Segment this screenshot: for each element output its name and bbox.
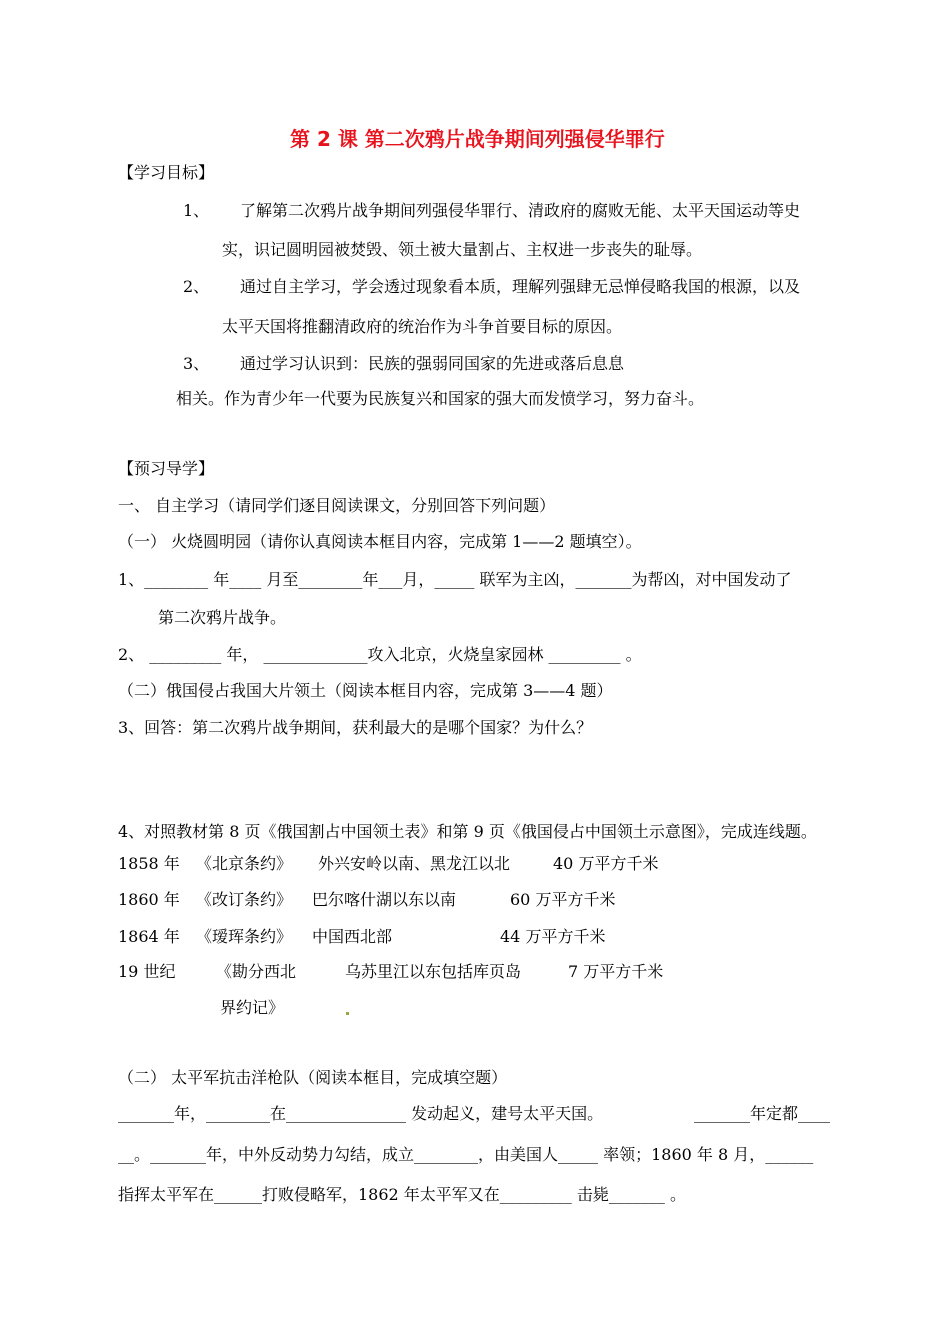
objective-2-line1: 通过自主学习，学会透过现象看本质，理解列强肆无忌惮侵略我国的根源，以及 bbox=[240, 277, 801, 296]
page-title: 第 2 课 第二次鸦片战争期间列强侵华罪行 bbox=[290, 127, 665, 151]
taiping-line1-left: _______年，________在_______________ 发动起义，建号太平天国。 bbox=[118, 1104, 604, 1123]
objective-1-line1: 了解第二次鸦片战争期间列强侵华罪行、清政府的腐败无能、太平天国运动等史 bbox=[240, 201, 801, 220]
question-4: 4、对照教材第 8 页《俄国割占中国领土表》和第 9 页《俄国侵占中国领土示意图》，完成连线题。 bbox=[118, 822, 817, 841]
match-year: 19 世纪 bbox=[118, 962, 176, 981]
objective-2-num: 2、 bbox=[183, 277, 210, 296]
subsection-russia: （二）俄国侵占我国大片领土（阅读本框目内容，完成第 3——4 题） bbox=[118, 681, 613, 700]
match-treaty: 《勘分西北 bbox=[216, 962, 297, 981]
section-self-study: 一、 自主学习（请同学们逐目阅读课文，分别回答下列问题） bbox=[118, 496, 556, 515]
match-year: 1858 年 bbox=[118, 854, 180, 873]
subsection-taiping: （二） 太平军抗击洋枪队（阅读本框目，完成填空题） bbox=[118, 1068, 508, 1087]
taiping-line2: __。_______年，中外反动势力勾结，成立________，由美国人_____ 率领；1860 年 8 月，______ bbox=[118, 1145, 814, 1164]
objective-3-line2: 相关。作为青少年一代要为民族复兴和国家的强大而发愤学习，努力奋斗。 bbox=[176, 389, 705, 408]
match-area: 60 万平方千米 bbox=[510, 890, 616, 909]
objective-1-num: 1、 bbox=[183, 201, 210, 220]
match-area: 44 万平方千米 bbox=[500, 927, 606, 946]
objective-1-line2: 实，识记圆明园被焚毁、领土被大量割占、主权进一步丧失的耻辱。 bbox=[222, 240, 703, 259]
match-year: 1864 年 bbox=[118, 927, 180, 946]
match-region: 外兴安岭以南、黑龙江以北 bbox=[318, 854, 511, 873]
match-treaty: 《北京条约》 bbox=[196, 854, 293, 873]
question-2: 2、 _________ 年， _____________攻入北京，火烧皇家园林 _________ 。 bbox=[118, 645, 642, 664]
match-treaty: 《瑷珲条约》 bbox=[196, 927, 293, 946]
preview-heading: 【预习导学】 bbox=[118, 459, 215, 478]
objective-2-line2: 太平天国将推翻清政府的统治作为斗争首要目标的原因。 bbox=[222, 317, 623, 336]
match-treaty-cont: 界约记》 bbox=[220, 998, 285, 1017]
match-region: 中国西北部 bbox=[312, 927, 393, 946]
objective-3-line1: 通过学习认识到：民族的强弱同国家的先进或落后息息 bbox=[240, 354, 625, 373]
taiping-line1-right: _______年定都____ bbox=[694, 1104, 831, 1123]
match-year: 1860 年 bbox=[118, 890, 180, 909]
match-region: 巴尔喀什湖以东以南 bbox=[312, 890, 457, 909]
question-1-line1: 1、________ 年____ 月至________年___月，_____ 联军为主凶，_______为帮凶，对中国发动了 bbox=[118, 570, 792, 589]
objective-3-num: 3、 bbox=[183, 354, 210, 373]
match-region: 乌苏里江以东包括库页岛 bbox=[345, 962, 522, 981]
match-area: 7 万平方千米 bbox=[568, 962, 664, 981]
speck-mark bbox=[346, 1012, 349, 1015]
question-1-line2: 第二次鸦片战争。 bbox=[158, 608, 287, 627]
match-area: 40 万平方千米 bbox=[553, 854, 659, 873]
match-treaty: 《改订条约》 bbox=[196, 890, 293, 909]
subsection-yuanmingyuan: （一） 火烧圆明园（请你认真阅读本框目内容，完成第 1——2 题填空）。 bbox=[118, 532, 642, 551]
objectives-heading: 【学习目标】 bbox=[118, 163, 215, 182]
taiping-line3: 指挥太平军在______打败侵略军，1862 年太平军又在_________ 击毙_______ 。 bbox=[118, 1185, 686, 1204]
question-3: 3、回答：第二次鸦片战争期间，获利最大的是哪个国家？为什么？ bbox=[118, 718, 593, 737]
